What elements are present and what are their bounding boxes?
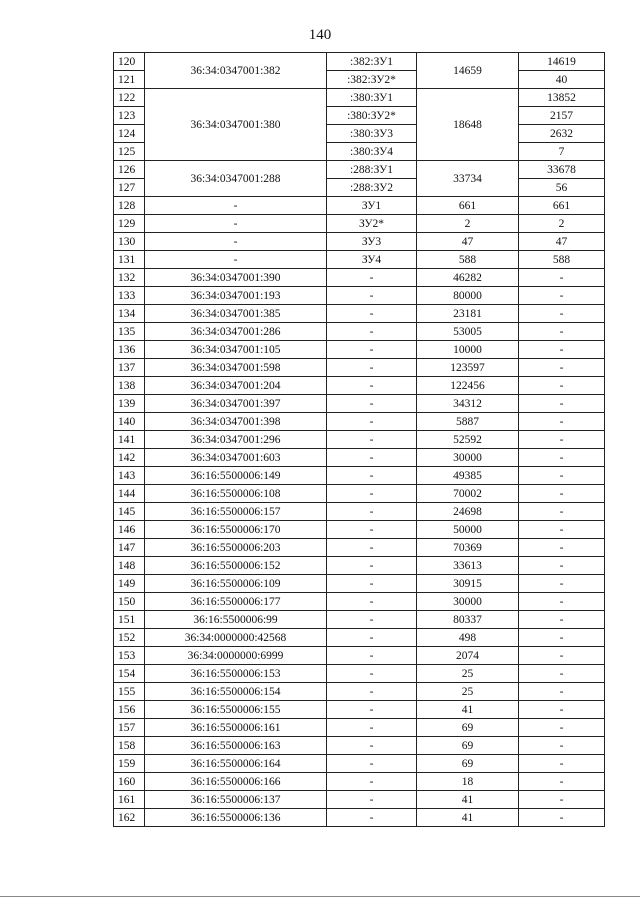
- table-row: [114, 215, 605, 233]
- total-area: 30000: [417, 449, 519, 467]
- row-number: 157: [114, 719, 145, 737]
- row-number: 121: [114, 71, 145, 89]
- total-area: 588: [417, 251, 519, 269]
- plot-part: :380:ЗУ4: [327, 143, 417, 161]
- part-area: -: [519, 377, 605, 395]
- row-number: 154: [114, 665, 145, 683]
- row-number: 162: [114, 809, 145, 827]
- page-number: 140: [308, 27, 332, 43]
- row-number: 153: [114, 647, 145, 665]
- total-area: 5887: [417, 413, 519, 431]
- plot-part: -: [327, 521, 417, 539]
- cadastral-number: 36:16:5500006:170: [145, 521, 327, 539]
- total-area: 80000: [417, 287, 519, 305]
- total-area: 18: [417, 773, 519, 791]
- row-number: 144: [114, 485, 145, 503]
- total-area: 33734: [417, 161, 519, 197]
- plot-part: -: [327, 287, 417, 305]
- plot-part: -: [327, 773, 417, 791]
- plot-part: -: [327, 575, 417, 593]
- table-row: [114, 341, 605, 359]
- total-area: 10000: [417, 341, 519, 359]
- plot-part: -: [327, 719, 417, 737]
- cadastral-number: 36:16:5500006:177: [145, 593, 327, 611]
- row-number: 141: [114, 431, 145, 449]
- cadastral-number: 36:34:0347001:105: [145, 341, 327, 359]
- row-number: 138: [114, 377, 145, 395]
- total-area: 52592: [417, 431, 519, 449]
- table-row: [114, 233, 605, 251]
- row-number: 122: [114, 89, 145, 107]
- row-number: 158: [114, 737, 145, 755]
- part-area: -: [519, 269, 605, 287]
- table-row: [114, 791, 605, 809]
- cadastral-number: 36:34:0347001:288: [145, 161, 327, 197]
- row-number: 152: [114, 629, 145, 647]
- total-area: 34312: [417, 395, 519, 413]
- table-row: [114, 269, 605, 287]
- table-row: [114, 89, 605, 107]
- row-number: 134: [114, 305, 145, 323]
- part-area: 47: [519, 233, 605, 251]
- plot-part: -: [327, 305, 417, 323]
- total-area: 69: [417, 719, 519, 737]
- total-area: 14659: [417, 53, 519, 89]
- total-area: 33613: [417, 557, 519, 575]
- cadastral-number: 36:34:0347001:382: [145, 53, 327, 89]
- row-number: 129: [114, 215, 145, 233]
- plot-part: -: [327, 467, 417, 485]
- plot-part: :382:ЗУ1: [327, 53, 417, 71]
- cadastral-number: 36:16:5500006:161: [145, 719, 327, 737]
- total-area: 53005: [417, 323, 519, 341]
- cadastral-number: 36:34:0347001:286: [145, 323, 327, 341]
- part-area: 2: [519, 215, 605, 233]
- table-row: [114, 395, 605, 413]
- part-area: 588: [519, 251, 605, 269]
- row-number: 132: [114, 269, 145, 287]
- total-area: 50000: [417, 521, 519, 539]
- part-area: -: [519, 431, 605, 449]
- part-area: -: [519, 593, 605, 611]
- row-number: 155: [114, 683, 145, 701]
- row-number: 148: [114, 557, 145, 575]
- row-number: 140: [114, 413, 145, 431]
- plot-part: -: [327, 593, 417, 611]
- table-row: [114, 197, 605, 215]
- cadastral-number: 36:34:0347001:385: [145, 305, 327, 323]
- part-area: -: [519, 467, 605, 485]
- part-area: -: [519, 539, 605, 557]
- plot-part: -: [327, 791, 417, 809]
- part-area: -: [519, 341, 605, 359]
- cadastral-number: 36:16:5500006:153: [145, 665, 327, 683]
- table-row: [114, 719, 605, 737]
- table-row: [114, 593, 605, 611]
- part-area: -: [519, 809, 605, 827]
- cadastral-number: -: [145, 197, 327, 215]
- total-area: 123597: [417, 359, 519, 377]
- total-area: 41: [417, 701, 519, 719]
- total-area: 41: [417, 791, 519, 809]
- row-number: 146: [114, 521, 145, 539]
- row-number: 133: [114, 287, 145, 305]
- total-area: 2: [417, 215, 519, 233]
- table-row: [114, 809, 605, 827]
- table-row: [114, 737, 605, 755]
- total-area: 498: [417, 629, 519, 647]
- part-area: 14619: [519, 53, 605, 71]
- cadastral-number: 36:16:5500006:163: [145, 737, 327, 755]
- plot-part: -: [327, 539, 417, 557]
- land-plots-table: [113, 52, 605, 827]
- row-number: 160: [114, 773, 145, 791]
- row-number: 149: [114, 575, 145, 593]
- part-area: -: [519, 737, 605, 755]
- total-area: 46282: [417, 269, 519, 287]
- cadastral-number: 36:16:5500006:155: [145, 701, 327, 719]
- plot-part: -: [327, 737, 417, 755]
- part-area: -: [519, 611, 605, 629]
- total-area: 69: [417, 755, 519, 773]
- part-area: 56: [519, 179, 605, 197]
- plot-part: :382:ЗУ2*: [327, 71, 417, 89]
- table-row: [114, 251, 605, 269]
- total-area: 47: [417, 233, 519, 251]
- footer-rule: [0, 896, 640, 897]
- plot-part: -: [327, 809, 417, 827]
- row-number: 130: [114, 233, 145, 251]
- part-area: -: [519, 629, 605, 647]
- plot-part: -: [327, 755, 417, 773]
- total-area: 41: [417, 809, 519, 827]
- cadastral-number: 36:34:0347001:296: [145, 431, 327, 449]
- cadastral-number: 36:16:5500006:136: [145, 809, 327, 827]
- plot-part: -: [327, 395, 417, 413]
- plot-part: :380:ЗУ1: [327, 89, 417, 107]
- cadastral-number: 36:34:0347001:603: [145, 449, 327, 467]
- table-row: [114, 701, 605, 719]
- part-area: -: [519, 287, 605, 305]
- table-row: [114, 665, 605, 683]
- part-area: -: [519, 323, 605, 341]
- table-row: [114, 287, 605, 305]
- cadastral-number: 36:16:5500006:109: [145, 575, 327, 593]
- plot-part: -: [327, 323, 417, 341]
- table-row: [114, 53, 605, 71]
- table-row: [114, 629, 605, 647]
- plot-part: -: [327, 647, 417, 665]
- part-area: 40: [519, 71, 605, 89]
- cadastral-number: 36:34:0000000:42568: [145, 629, 327, 647]
- plot-part: -: [327, 611, 417, 629]
- cadastral-number: 36:34:0347001:398: [145, 413, 327, 431]
- part-area: 33678: [519, 161, 605, 179]
- row-number: 143: [114, 467, 145, 485]
- total-area: 49385: [417, 467, 519, 485]
- row-number: 159: [114, 755, 145, 773]
- table-row: [114, 485, 605, 503]
- cadastral-number: 36:16:5500006:108: [145, 485, 327, 503]
- plot-part: -: [327, 449, 417, 467]
- part-area: -: [519, 755, 605, 773]
- plot-part: -: [327, 503, 417, 521]
- cadastral-number: 36:34:0347001:193: [145, 287, 327, 305]
- table-row: [114, 377, 605, 395]
- plot-part: -: [327, 341, 417, 359]
- table-row: [114, 557, 605, 575]
- cadastral-number: 36:34:0347001:380: [145, 89, 327, 161]
- plot-part: ЗУ2*: [327, 215, 417, 233]
- plot-part: ЗУ4: [327, 251, 417, 269]
- plot-part: -: [327, 431, 417, 449]
- part-area: -: [519, 359, 605, 377]
- table-row: [114, 773, 605, 791]
- part-area: -: [519, 557, 605, 575]
- cadastral-number: 36:34:0347001:397: [145, 395, 327, 413]
- plot-part: -: [327, 629, 417, 647]
- cadastral-number: -: [145, 215, 327, 233]
- table-row: [114, 683, 605, 701]
- row-number: 128: [114, 197, 145, 215]
- part-area: -: [519, 521, 605, 539]
- cadastral-number: 36:16:5500006:157: [145, 503, 327, 521]
- row-number: 123: [114, 107, 145, 125]
- total-area: 122456: [417, 377, 519, 395]
- row-number: 126: [114, 161, 145, 179]
- part-area: 661: [519, 197, 605, 215]
- cadastral-number: 36:34:0347001:390: [145, 269, 327, 287]
- plot-part: -: [327, 485, 417, 503]
- plot-part: ЗУ3: [327, 233, 417, 251]
- table-row: [114, 539, 605, 557]
- plot-part: :288:ЗУ1: [327, 161, 417, 179]
- plot-part: -: [327, 413, 417, 431]
- row-number: 156: [114, 701, 145, 719]
- part-area: 13852: [519, 89, 605, 107]
- row-number: 124: [114, 125, 145, 143]
- total-area: 23181: [417, 305, 519, 323]
- row-number: 136: [114, 341, 145, 359]
- total-area: 18648: [417, 89, 519, 161]
- cadastral-number: -: [145, 251, 327, 269]
- row-number: 145: [114, 503, 145, 521]
- part-area: -: [519, 503, 605, 521]
- row-number: 161: [114, 791, 145, 809]
- row-number: 137: [114, 359, 145, 377]
- total-area: 70369: [417, 539, 519, 557]
- part-area: -: [519, 719, 605, 737]
- part-area: -: [519, 647, 605, 665]
- table-row: [114, 755, 605, 773]
- total-area: 80337: [417, 611, 519, 629]
- part-area: -: [519, 791, 605, 809]
- plot-part: -: [327, 665, 417, 683]
- table-row: [114, 413, 605, 431]
- table-row: [114, 611, 605, 629]
- row-number: 150: [114, 593, 145, 611]
- plot-part: ЗУ1: [327, 197, 417, 215]
- table-row: [114, 161, 605, 179]
- row-number: 151: [114, 611, 145, 629]
- plot-part: :288:ЗУ2: [327, 179, 417, 197]
- total-area: 69: [417, 737, 519, 755]
- total-area: 2074: [417, 647, 519, 665]
- part-area: -: [519, 485, 605, 503]
- row-number: 142: [114, 449, 145, 467]
- total-area: 25: [417, 665, 519, 683]
- plot-part: -: [327, 377, 417, 395]
- plot-part: -: [327, 269, 417, 287]
- part-area: 7: [519, 143, 605, 161]
- plot-part: -: [327, 359, 417, 377]
- table-row: [114, 305, 605, 323]
- part-area: -: [519, 305, 605, 323]
- row-number: 139: [114, 395, 145, 413]
- table-row: [114, 503, 605, 521]
- cadastral-number: 36:16:5500006:166: [145, 773, 327, 791]
- plot-part: -: [327, 683, 417, 701]
- table-row: [114, 359, 605, 377]
- total-area: 24698: [417, 503, 519, 521]
- cadastral-number: 36:16:5500006:154: [145, 683, 327, 701]
- total-area: 661: [417, 197, 519, 215]
- table-row: [114, 521, 605, 539]
- table-body: [114, 53, 605, 827]
- plot-part: :380:ЗУ2*: [327, 107, 417, 125]
- part-area: -: [519, 449, 605, 467]
- part-area: -: [519, 395, 605, 413]
- part-area: 2632: [519, 125, 605, 143]
- part-area: -: [519, 665, 605, 683]
- total-area: 30915: [417, 575, 519, 593]
- table-row: [114, 467, 605, 485]
- cadastral-number: 36:34:0347001:598: [145, 359, 327, 377]
- row-number: 131: [114, 251, 145, 269]
- table-row: [114, 647, 605, 665]
- row-number: 125: [114, 143, 145, 161]
- cadastral-number: 36:16:5500006:152: [145, 557, 327, 575]
- table-row: [114, 449, 605, 467]
- row-number: 120: [114, 53, 145, 71]
- table-row: [114, 575, 605, 593]
- part-area: -: [519, 773, 605, 791]
- part-area: -: [519, 575, 605, 593]
- plot-part: :380:ЗУ3: [327, 125, 417, 143]
- cadastral-number: 36:16:5500006:203: [145, 539, 327, 557]
- cadastral-number: 36:16:5500006:99: [145, 611, 327, 629]
- cadastral-number: 36:16:5500006:149: [145, 467, 327, 485]
- part-area: -: [519, 701, 605, 719]
- total-area: 70002: [417, 485, 519, 503]
- part-area: -: [519, 413, 605, 431]
- part-area: -: [519, 683, 605, 701]
- cadastral-number: -: [145, 233, 327, 251]
- cadastral-number: 36:34:0000000:6999: [145, 647, 327, 665]
- total-area: 25: [417, 683, 519, 701]
- row-number: 127: [114, 179, 145, 197]
- total-area: 30000: [417, 593, 519, 611]
- cadastral-number: 36:34:0347001:204: [145, 377, 327, 395]
- row-number: 147: [114, 539, 145, 557]
- table-row: [114, 323, 605, 341]
- table-row: [114, 431, 605, 449]
- cadastral-number: 36:16:5500006:137: [145, 791, 327, 809]
- plot-part: -: [327, 557, 417, 575]
- row-number: 135: [114, 323, 145, 341]
- part-area: 2157: [519, 107, 605, 125]
- cadastral-number: 36:16:5500006:164: [145, 755, 327, 773]
- plot-part: -: [327, 701, 417, 719]
